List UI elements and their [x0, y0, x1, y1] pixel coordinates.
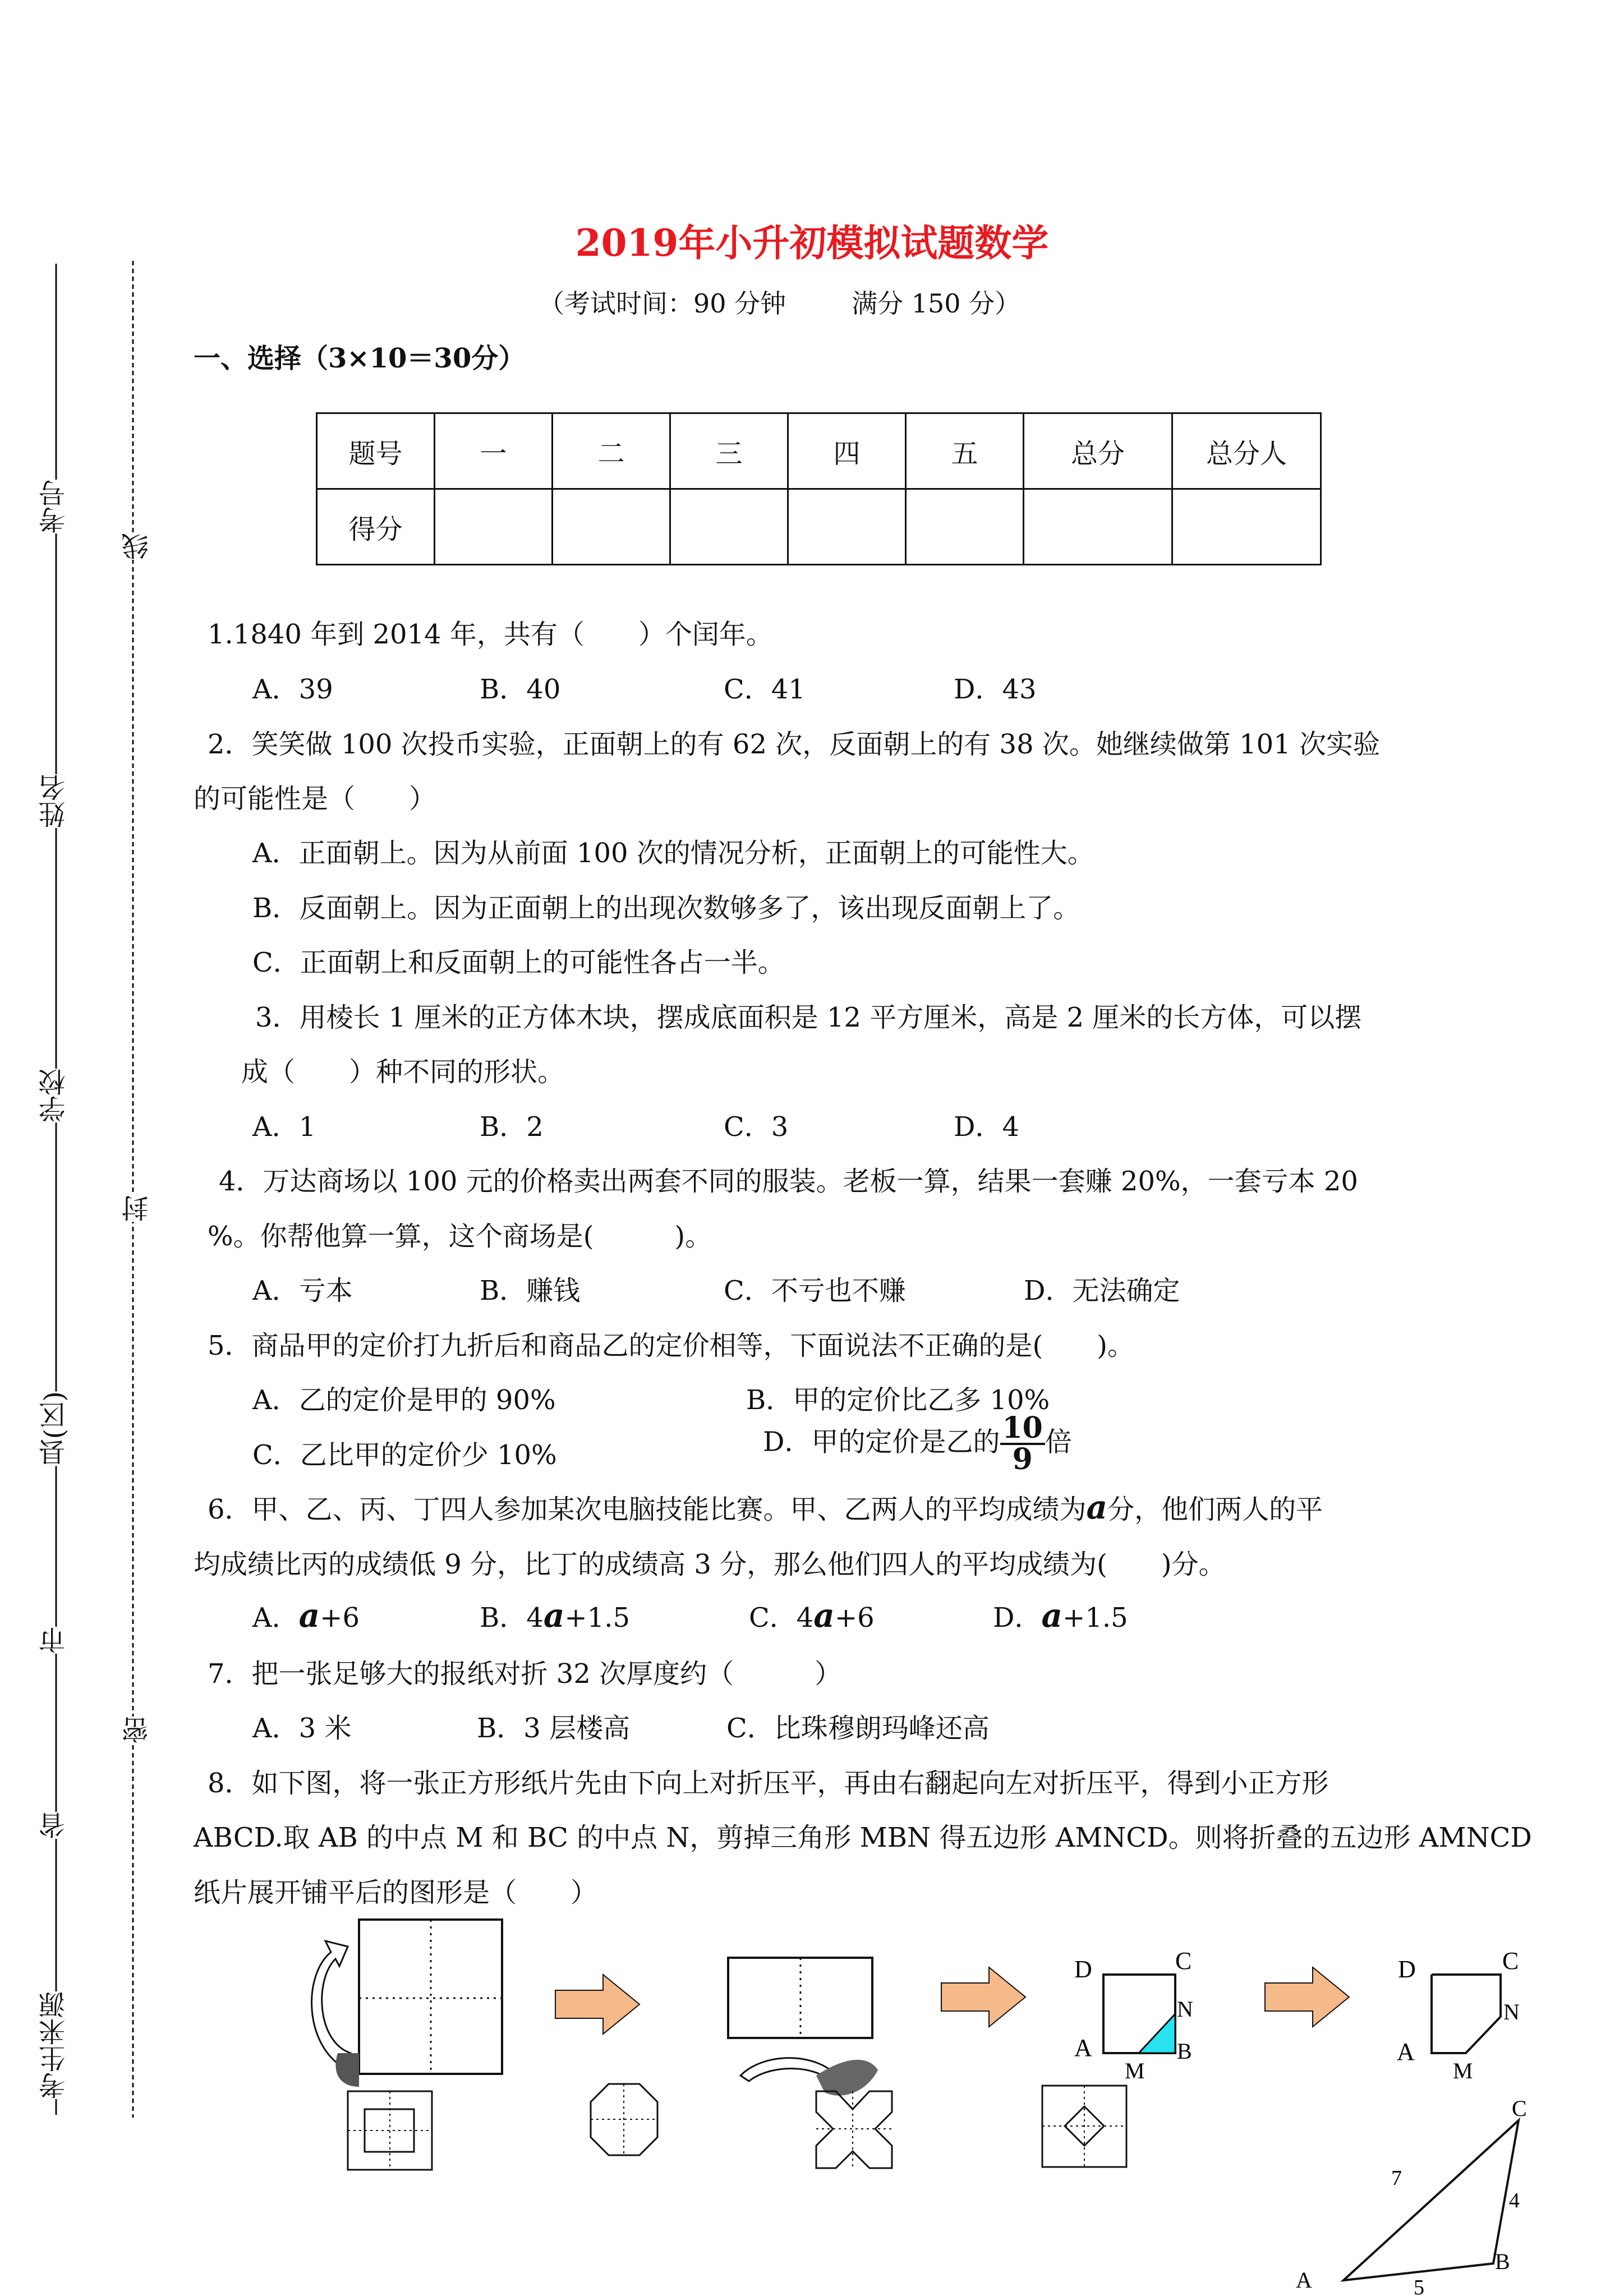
table-cell: 四 [788, 413, 906, 489]
option-5b[interactable]: B．甲的定价比乙多 10% [746, 1384, 1050, 1416]
question-6-cont: 均成绩比丙的成绩低 9 分，比丁的成绩高 3 分，那么他们四人的平均成绩为( )分。 [194, 1549, 1226, 1580]
question-5: 5．商品甲的定价打九折后和商品乙的定价相等，下面说法不正确的是( )。 [208, 1330, 1134, 1361]
folding-figure [292, 1907, 1527, 2296]
option-label: A． [252, 1602, 299, 1634]
option-5a[interactable]: A．乙的定价是甲的 90% [252, 1384, 556, 1416]
table-cell: 一 [435, 413, 553, 489]
table-cell[interactable] [788, 489, 906, 565]
option-value: +1.5 [564, 1602, 630, 1634]
side-length-ac: 7 [1391, 2166, 1402, 2190]
option-6d[interactable] [993, 1596, 1128, 1635]
point-label-m: M [1453, 2058, 1473, 2083]
fraction-denominator: 9 [1012, 1442, 1033, 1476]
square-paper [359, 1920, 502, 2074]
triangle-abc [1344, 2120, 1519, 2280]
question-4-cont: %。你帮他算一算，这个商场是( )。 [208, 1221, 712, 1252]
option-4d[interactable]: D．无法确定 [1024, 1275, 1180, 1306]
option-value: +1.5 [1062, 1602, 1128, 1634]
option-5d-prefix: D．甲的定价是乙的 [763, 1426, 1000, 1458]
option-2b[interactable]: B．反面朝上。因为正面朝上的出现次数够多了，该出现反面朝上了。 [252, 892, 1080, 924]
label-county: 县(区) [35, 1391, 73, 1466]
table-cell: 二 [553, 413, 670, 489]
option-label: C．4 [749, 1602, 814, 1634]
question-8-cont2: 纸片展开铺平后的图形是（ ） [194, 1877, 598, 1908]
next-step-arrow-icon [941, 1967, 1025, 2027]
option-6a[interactable] [252, 1596, 360, 1635]
label-school: 学校 [35, 1069, 73, 1122]
binding-margin [0, 0, 168, 2296]
cross-outline [816, 2091, 892, 2168]
seal-label-feng: 封 [118, 1195, 157, 1222]
table-cell[interactable] [906, 489, 1024, 565]
question-8-cont: ABCD.取 AB 的中点 M 和 BC 的中点 N，剪掉三角形 MBN 得五边形 AMNCD。则将折叠的五边形 AMNCD [194, 1822, 1532, 1853]
label-province: 省 [35, 1812, 73, 1839]
label-exam-no: 考号 [35, 480, 73, 533]
table-cell: 三 [670, 413, 788, 489]
point-label-c: C [1512, 2096, 1527, 2121]
question-2: 2．笑笑做 100 次投币实验，正面朝上的有 62 次，反面朝上的有 38 次。她继续做第 101 次实验 [208, 729, 1380, 760]
point-label-a: A [1296, 2267, 1312, 2293]
table-cell[interactable] [1024, 489, 1172, 565]
label-source: 考生来源 [35, 1991, 73, 2099]
point-label-d: D [1398, 1955, 1416, 1983]
option-1b[interactable]: B．40 [480, 674, 561, 705]
question-6 [208, 1488, 1323, 1526]
option-2c[interactable]: C．正面朝上和反面朝上的可能性各占一半。 [252, 947, 785, 978]
question-3: 3．用棱长 1 厘米的正方体木块，摆成底面积是 12 平方厘米，高是 2 厘米的长方体，可以摆 [255, 1002, 1362, 1033]
option-4b[interactable]: B．赚钱 [480, 1275, 581, 1306]
variable-a: a [298, 1596, 320, 1635]
answer-figure-2[interactable] [591, 2084, 657, 2155]
variable-a: a [813, 1596, 835, 1635]
point-label-n: N [1503, 1999, 1520, 2024]
option-3d[interactable]: D．4 [954, 1111, 1020, 1143]
question-6-text-end: 分，他们两人的平 [1107, 1494, 1323, 1525]
table-cell: 题号 [317, 413, 435, 489]
option-value: +6 [320, 1602, 360, 1634]
point-label-b: B [1495, 2249, 1510, 2274]
option-label: D． [993, 1602, 1042, 1634]
table-cell: 总分 [1024, 413, 1172, 489]
table-cell: 得分 [317, 489, 435, 565]
option-5d[interactable] [763, 1411, 1072, 1476]
page-title: 2019年小升初模拟试题数学 [575, 221, 1049, 265]
point-label-a: A [1074, 2034, 1092, 2062]
option-3a[interactable]: A．1 [252, 1111, 316, 1143]
point-label-d: D [1074, 1955, 1092, 1983]
variable-a: a [543, 1596, 565, 1635]
answer-figure-4[interactable] [1042, 2086, 1126, 2167]
label-name: 姓名 [35, 774, 73, 828]
option-4c[interactable]: C．不亏也不赚 [724, 1275, 906, 1306]
option-6c[interactable] [749, 1596, 875, 1635]
option-4a[interactable]: A．亏本 [252, 1275, 353, 1306]
score-table [316, 412, 1322, 565]
fraction-numerator: 10 [1000, 1414, 1045, 1445]
option-6b[interactable] [480, 1596, 630, 1635]
question-8: 8．如下图，将一张正方形纸片先由下向上对折压平，再由右翻起向左对折压平，得到小正方形 [208, 1768, 1329, 1799]
question-4: 4．万达商场以 100 元的价格卖出两套不同的服装。老板一算，结果一套赚 20%，一套亏本 20 [219, 1166, 1358, 1197]
fold-left-arrow-icon [740, 2058, 830, 2081]
point-label-c: C [1175, 1947, 1192, 1975]
variable-a: a [1086, 1488, 1108, 1526]
point-label-c: C [1502, 1947, 1519, 1975]
fraction [1000, 1411, 1045, 1476]
cut-triangle-mbn [1139, 2014, 1175, 2053]
seal-label-mi: 密 [118, 1717, 157, 1743]
exam-info: （考试时间：90 分钟 满分 150 分） [539, 288, 1021, 319]
option-value: +6 [834, 1602, 875, 1634]
pentagon-amncd [1432, 1975, 1501, 2053]
question-2-cont: 的可能性是（ ） [194, 783, 436, 815]
next-step-arrow-icon [1265, 1967, 1349, 2027]
answer-figure-1[interactable] [348, 2091, 432, 2170]
table-row [317, 413, 1321, 489]
point-label-a: A [1397, 2038, 1415, 2065]
table-cell[interactable] [553, 489, 670, 565]
option-5c[interactable]: C．乙比甲的定价少 10% [252, 1439, 557, 1471]
question-1: 1.1840 年到 2014 年，共有（ ）个闰年。 [208, 619, 773, 650]
option-7c[interactable]: C．比珠穆朗玛峰还高 [726, 1713, 990, 1744]
section-heading-choice: 一、选择（3×10＝30分） [194, 343, 526, 374]
fold-up-arrow-icon [312, 1941, 351, 2070]
table-cell[interactable] [670, 489, 788, 565]
option-7b[interactable]: B．3 层楼高 [477, 1713, 631, 1744]
option-1d[interactable]: D．43 [954, 674, 1037, 705]
side-length-bc: 4 [1509, 2189, 1520, 2212]
table-cell: 总分人 [1172, 413, 1321, 489]
fold-shadow [335, 2053, 359, 2087]
variable-a: a [1041, 1596, 1063, 1635]
table-cell[interactable] [435, 489, 553, 565]
option-7a[interactable]: A．3 米 [252, 1713, 352, 1744]
point-label-b: B [1177, 2039, 1192, 2064]
option-3c[interactable]: C．3 [724, 1111, 789, 1143]
point-label-n: N [1177, 1996, 1193, 2022]
seal-label-line: 线 [118, 533, 157, 560]
fold-shadow [816, 2060, 878, 2096]
table-cell: 五 [906, 413, 1024, 489]
next-step-arrow-icon [555, 1975, 640, 2034]
question-6-text: 6．甲、乙、丙、丁四人参加某次电脑技能比赛。甲、乙两人的平均成绩为 [208, 1494, 1087, 1525]
side-length-ab: 5 [1414, 2276, 1424, 2296]
option-1a[interactable]: A．39 [252, 674, 333, 705]
option-2a[interactable]: A．正面朝上。因为从前面 100 次的情况分析，正面朝上的可能性大。 [252, 838, 1094, 869]
question-3-cont: 成（ ）种不同的形状。 [241, 1056, 565, 1088]
answer-figure-3[interactable] [816, 2091, 892, 2168]
option-1c[interactable]: C．41 [724, 674, 806, 705]
point-label-m: M [1125, 2058, 1145, 2083]
option-5d-suffix: 倍 [1045, 1426, 1072, 1458]
option-label: B．4 [480, 1602, 544, 1634]
option-3b[interactable]: B．2 [480, 1111, 544, 1143]
question-7: 7．把一张足够大的报纸对折 32 次厚度约（ ） [208, 1658, 842, 1690]
table-row [317, 489, 1321, 565]
label-city: 市 [35, 1627, 73, 1654]
table-cell[interactable] [1172, 489, 1321, 565]
